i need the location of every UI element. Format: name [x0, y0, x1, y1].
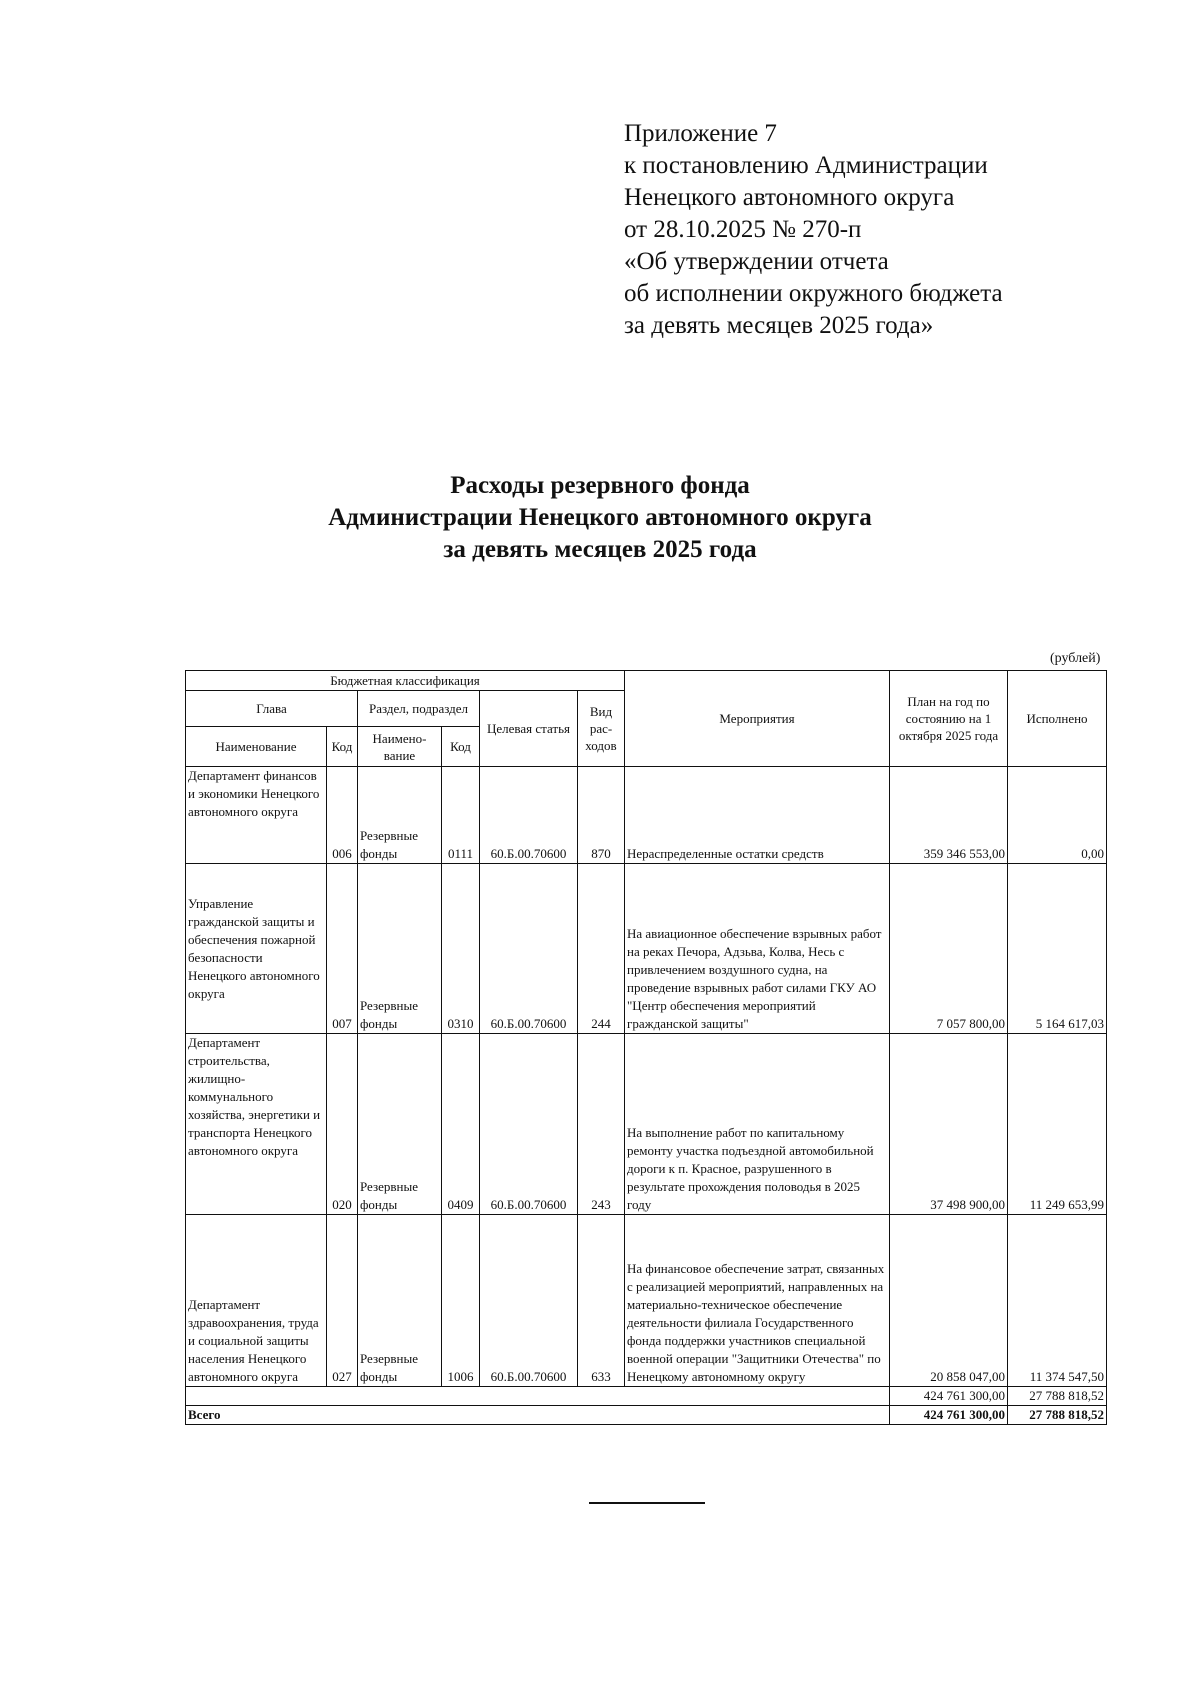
units-label: (рублей) [1050, 651, 1101, 666]
target-cell: 60.Б.00.70600 [480, 864, 578, 1034]
header-target: Целевая статья [480, 691, 578, 767]
header-chapter-code: Код [327, 727, 358, 767]
header-chapter: Глава [186, 691, 358, 727]
chapter-code-cell: 007 [327, 864, 358, 1034]
chapter-code-cell: 006 [327, 767, 358, 864]
executed-cell: 5 164 617,03 [1008, 864, 1107, 1034]
header-section: Раздел, подраздел [358, 691, 480, 727]
expenses-table [185, 670, 1107, 1425]
document-title [0, 470, 1200, 566]
total-plan-cell: 424 761 300,00 [890, 1406, 1008, 1425]
type-cell: 244 [578, 864, 625, 1034]
appendix-line: об исполнении окружного бюджета [624, 280, 1003, 307]
total-label-cell: Всего [186, 1406, 890, 1425]
executed-cell: 11 249 653,99 [1008, 1034, 1107, 1215]
appendix-line: «Об утверждении отчета [624, 248, 889, 275]
executed-cell: 11 374 547,50 [1008, 1215, 1107, 1387]
chapter-name-cell: Департамент финансов и экономики Ненецкого автономного округа [186, 767, 327, 864]
section-name-cell: Резервные фонды [358, 864, 442, 1034]
section-code-cell: 0409 [442, 1034, 480, 1215]
subtotal-label-cell [186, 1387, 890, 1406]
header-executed: Исполнено [1008, 671, 1107, 767]
table-row [186, 864, 1107, 1034]
header-section-code: Код [442, 727, 480, 767]
appendix-line: Приложение 7 [624, 120, 777, 147]
type-cell: 243 [578, 1034, 625, 1215]
appendix-line: Ненецкого автономного округа [624, 184, 955, 211]
header-budget-classification: Бюджетная классификация [186, 671, 625, 691]
executed-cell: 0,00 [1008, 767, 1107, 864]
appendix-line: к постановлению Администрации [624, 152, 988, 179]
appendix-block [624, 118, 1003, 342]
measure-cell: На авиационное обеспечение взрывных работ на реках Печора, Адзьва, Колва, Несь с привлечением воздушного судна, на проведение взрывных работ силами ГКУ АО "Центр обеспечения мероприятий гражданской защиты" [625, 864, 890, 1034]
measure-cell: На выполнение работ по капитальному ремонту участка подъездной автомобильной дороги к п. Красное, разрушенного в результате прохождения половодья в 2025 году [625, 1034, 890, 1215]
table-row [186, 767, 1107, 864]
plan-cell: 37 498 900,00 [890, 1034, 1008, 1215]
subtotal-plan-cell: 424 761 300,00 [890, 1387, 1008, 1406]
chapter-code-cell: 020 [327, 1034, 358, 1215]
chapter-name-cell: Департамент здравоохранения, труда и социальной защиты населения Ненецкого автономного округа [186, 1215, 327, 1387]
section-code-cell: 0111 [442, 767, 480, 864]
type-cell: 870 [578, 767, 625, 864]
chapter-name-cell: Управление гражданской защиты и обеспечения пожарной безопасности Ненецкого автономного округа [186, 864, 327, 1034]
chapter-name-cell: Департамент строительства, жилищно-коммунального хозяйства, энергетики и транспорта Ненецкого автономного округа [186, 1034, 327, 1215]
plan-cell: 20 858 047,00 [890, 1215, 1008, 1387]
appendix-line: за девять месяцев 2025 года» [624, 312, 934, 339]
subtotal-row [186, 1387, 1107, 1406]
plan-cell: 359 346 553,00 [890, 767, 1008, 864]
target-cell: 60.Б.00.70600 [480, 767, 578, 864]
section-name-cell: Резервные фонды [358, 767, 442, 864]
section-code-cell: 0310 [442, 864, 480, 1034]
plan-cell: 7 057 800,00 [890, 864, 1008, 1034]
measure-cell: На финансовое обеспечение затрат, связанных с реализацией мероприятий, направленных на материально-техническое обеспечение деятельности филиала Государственного фонда поддержки участников специальной военной операции "Защитники Отечества" по Ненецкому автономному округу [625, 1215, 890, 1387]
total-executed-cell: 27 788 818,52 [1008, 1406, 1107, 1425]
header-section-name: Наимено-вание [358, 727, 442, 767]
header-expense-type: Вид рас-ходов [578, 691, 625, 767]
title-line: Администрации Ненецкого автономного округа [328, 504, 872, 531]
chapter-code-cell: 027 [327, 1215, 358, 1387]
subtotal-executed-cell: 27 788 818,52 [1008, 1387, 1107, 1406]
appendix-line: от 28.10.2025 № 270-п [624, 216, 862, 243]
header-plan: План на год по состоянию на 1 октября 2025 года [890, 671, 1008, 767]
header-chapter-name: Наименование [186, 727, 327, 767]
footer-divider [589, 1502, 705, 1504]
section-code-cell: 1006 [442, 1215, 480, 1387]
header-measures: Мероприятия [625, 671, 890, 767]
table-row [186, 1034, 1107, 1215]
title-line: за девять месяцев 2025 года [443, 536, 757, 563]
title-line: Расходы резервного фонда [450, 472, 750, 499]
total-row [186, 1406, 1107, 1425]
table-row [186, 1215, 1107, 1387]
section-name-cell: Резервные фонды [358, 1034, 442, 1215]
target-cell: 60.Б.00.70600 [480, 1215, 578, 1387]
type-cell: 633 [578, 1215, 625, 1387]
measure-cell: Нераспределенные остатки средств [625, 767, 890, 864]
section-name-cell: Резервные фонды [358, 1215, 442, 1387]
target-cell: 60.Б.00.70600 [480, 1034, 578, 1215]
